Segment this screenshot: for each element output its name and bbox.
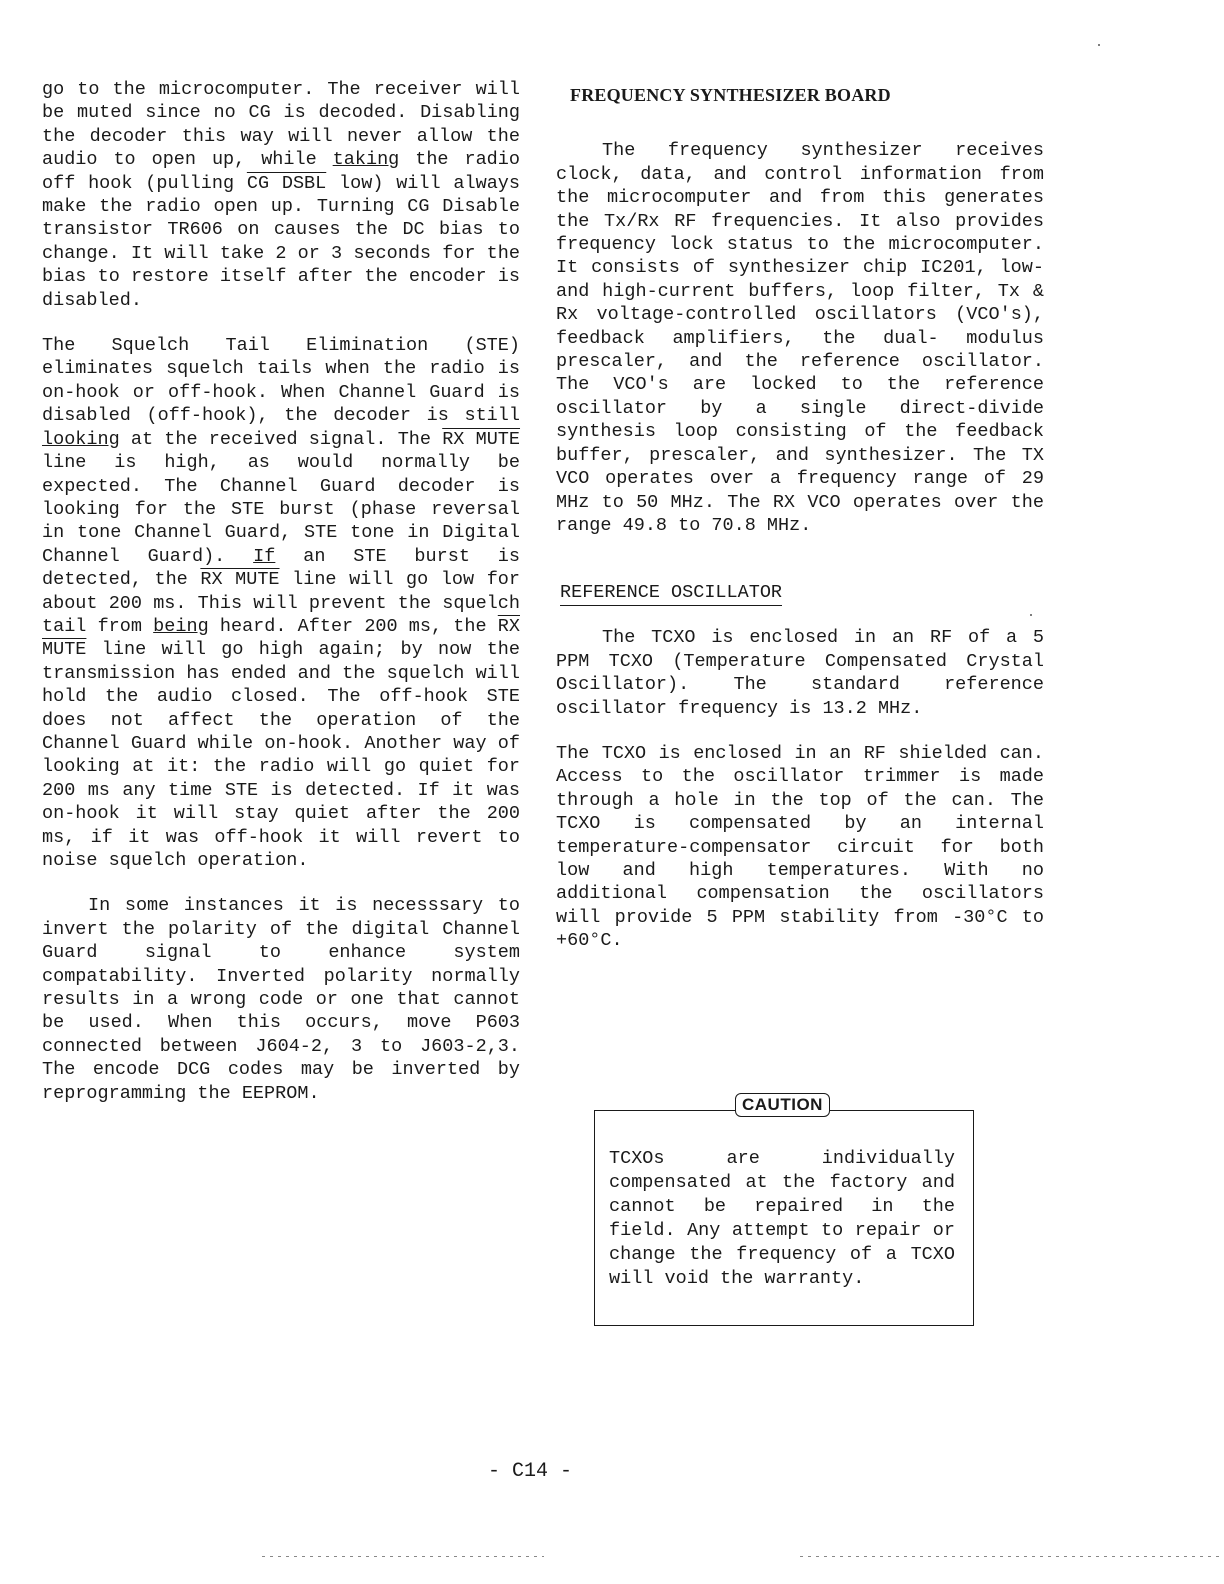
scan-speck (1030, 614, 1032, 616)
page-number: - C14 - (487, 1460, 572, 1483)
heading-reference-oscillator: REFERENCE OSCILLATOR (560, 582, 782, 606)
paragraph-tcxo-intro: The TCXO is enclosed in an RF of a 5 PPM TCXO (Temperature Compensated Crystal Oscillator). The standard reference oscillator frequency is 13.2 MHz. (556, 627, 1044, 719)
caution-text: TCXOs are individually compensated at the factory and cannot be repaired in the field. Any attempt to repair or change the frequency of a TCXO will void the warranty. (609, 1148, 955, 1289)
scan-artifact-line (262, 1556, 544, 1557)
paragraph-polarity: In some instances it is necesssary to invert the polarity of the digital Channel Guard signal to enhance system compatability. Inverted polarity normally results in a wrong code or one that cannot be used. When this occurs, move P603 connected between J604-2, 3 to J603-2,3. The encode DCG codes may be inverted by reprogramming the EEPROM. (42, 895, 520, 1104)
paragraph-cg-disable: go to the microcomputer. The receiver will be muted since no CG is decoded. Disabling the decoder this way will never allow the audio to open up, while taking the radio off hook (pulling CG DSBL low) will always make the radio open up. Turning CG Disable transistor TR606 on causes the DC bias to change. It will take 2 or 3 seconds for the bias to restore itself after the encoder is disabled. (42, 79, 520, 311)
caution-label: CAUTION (735, 1093, 830, 1117)
heading-frequency-synthesizer: FREQUENCY SYNTHESIZER BOARD (570, 85, 891, 105)
cg-dsbl-signal: CG DSBL (246, 172, 327, 194)
scan-artifact-line (800, 1556, 1220, 1557)
rx-mute-signal: RX MUTE (442, 428, 521, 450)
scan-speck (1098, 44, 1100, 46)
caution-box (594, 1095, 974, 1326)
paragraph-tcxo-detail: The TCXO is enclosed in an RF shielded can. Access to the oscillator trimmer is made through a hole in the top of the can. The TCXO is compensated by an internal temperature-compensator circuit for both low and high temperatures. With no additional compensation the oscillators will provide 5 PPM stability from -30°C to +60°C. (556, 742, 1044, 952)
left-column (42, 78, 520, 1105)
right-column (556, 84, 1044, 953)
rx-mute-signal: RX MUTE (42, 615, 520, 661)
rx-mute-signal: RX MUTE (200, 569, 280, 591)
paragraph-synthesizer: The frequency synthesizer receives clock, data, and control information from the microcomputer and from this generates the Tx/Rx RF frequencies. It also provides frequency lock status to the microcomputer. It consists of synthesizer chip IC201, low- and high-current buffers, loop filter, Tx & Rx voltage-controlled oscillators (VCO's), feedback amplifiers, the dual- modulus prescaler, and the reference oscillator. The VCO's are locked to the reference oscillator by a single direct-divide synthesis loop consisting of the feedback buffer, prescaler, and synthesizer. The TX VCO operates over a frequency range of 29 MHz to 50 MHz. The RX VCO operates over the range 49.8 to 70.8 MHz. (556, 140, 1044, 536)
paragraph-ste: The Squelch Tail Elimination (STE) eliminates squelch tails when the radio is on-hook or off-hook. When Channel Guard is disabled (off-hook), the decoder is still looking at the received signal. The RX MUTE line is high, as would normally be expected. The Channel Guard decoder is looking for the STE burst (phase reversal in tone Channel Guard, STE tone in Digital Channel Guard). If an STE burst is detected, the RX MUTE line will go low for about 200 ms. This will prevent the squelch tail from being heard. After 200 ms, the RX MUTE line will go high again; by now the transmission has ended and the squelch will hold the audio closed. The off-hook STE does not affect the operation of the Channel Guard while on-hook. Another way of looking at it: the radio will go quiet for 200 ms any time STE is detected. If it was on-hook it will stay quiet after the 200 ms, if it was off-hook it will revert to noise squelch operation. (42, 335, 521, 871)
